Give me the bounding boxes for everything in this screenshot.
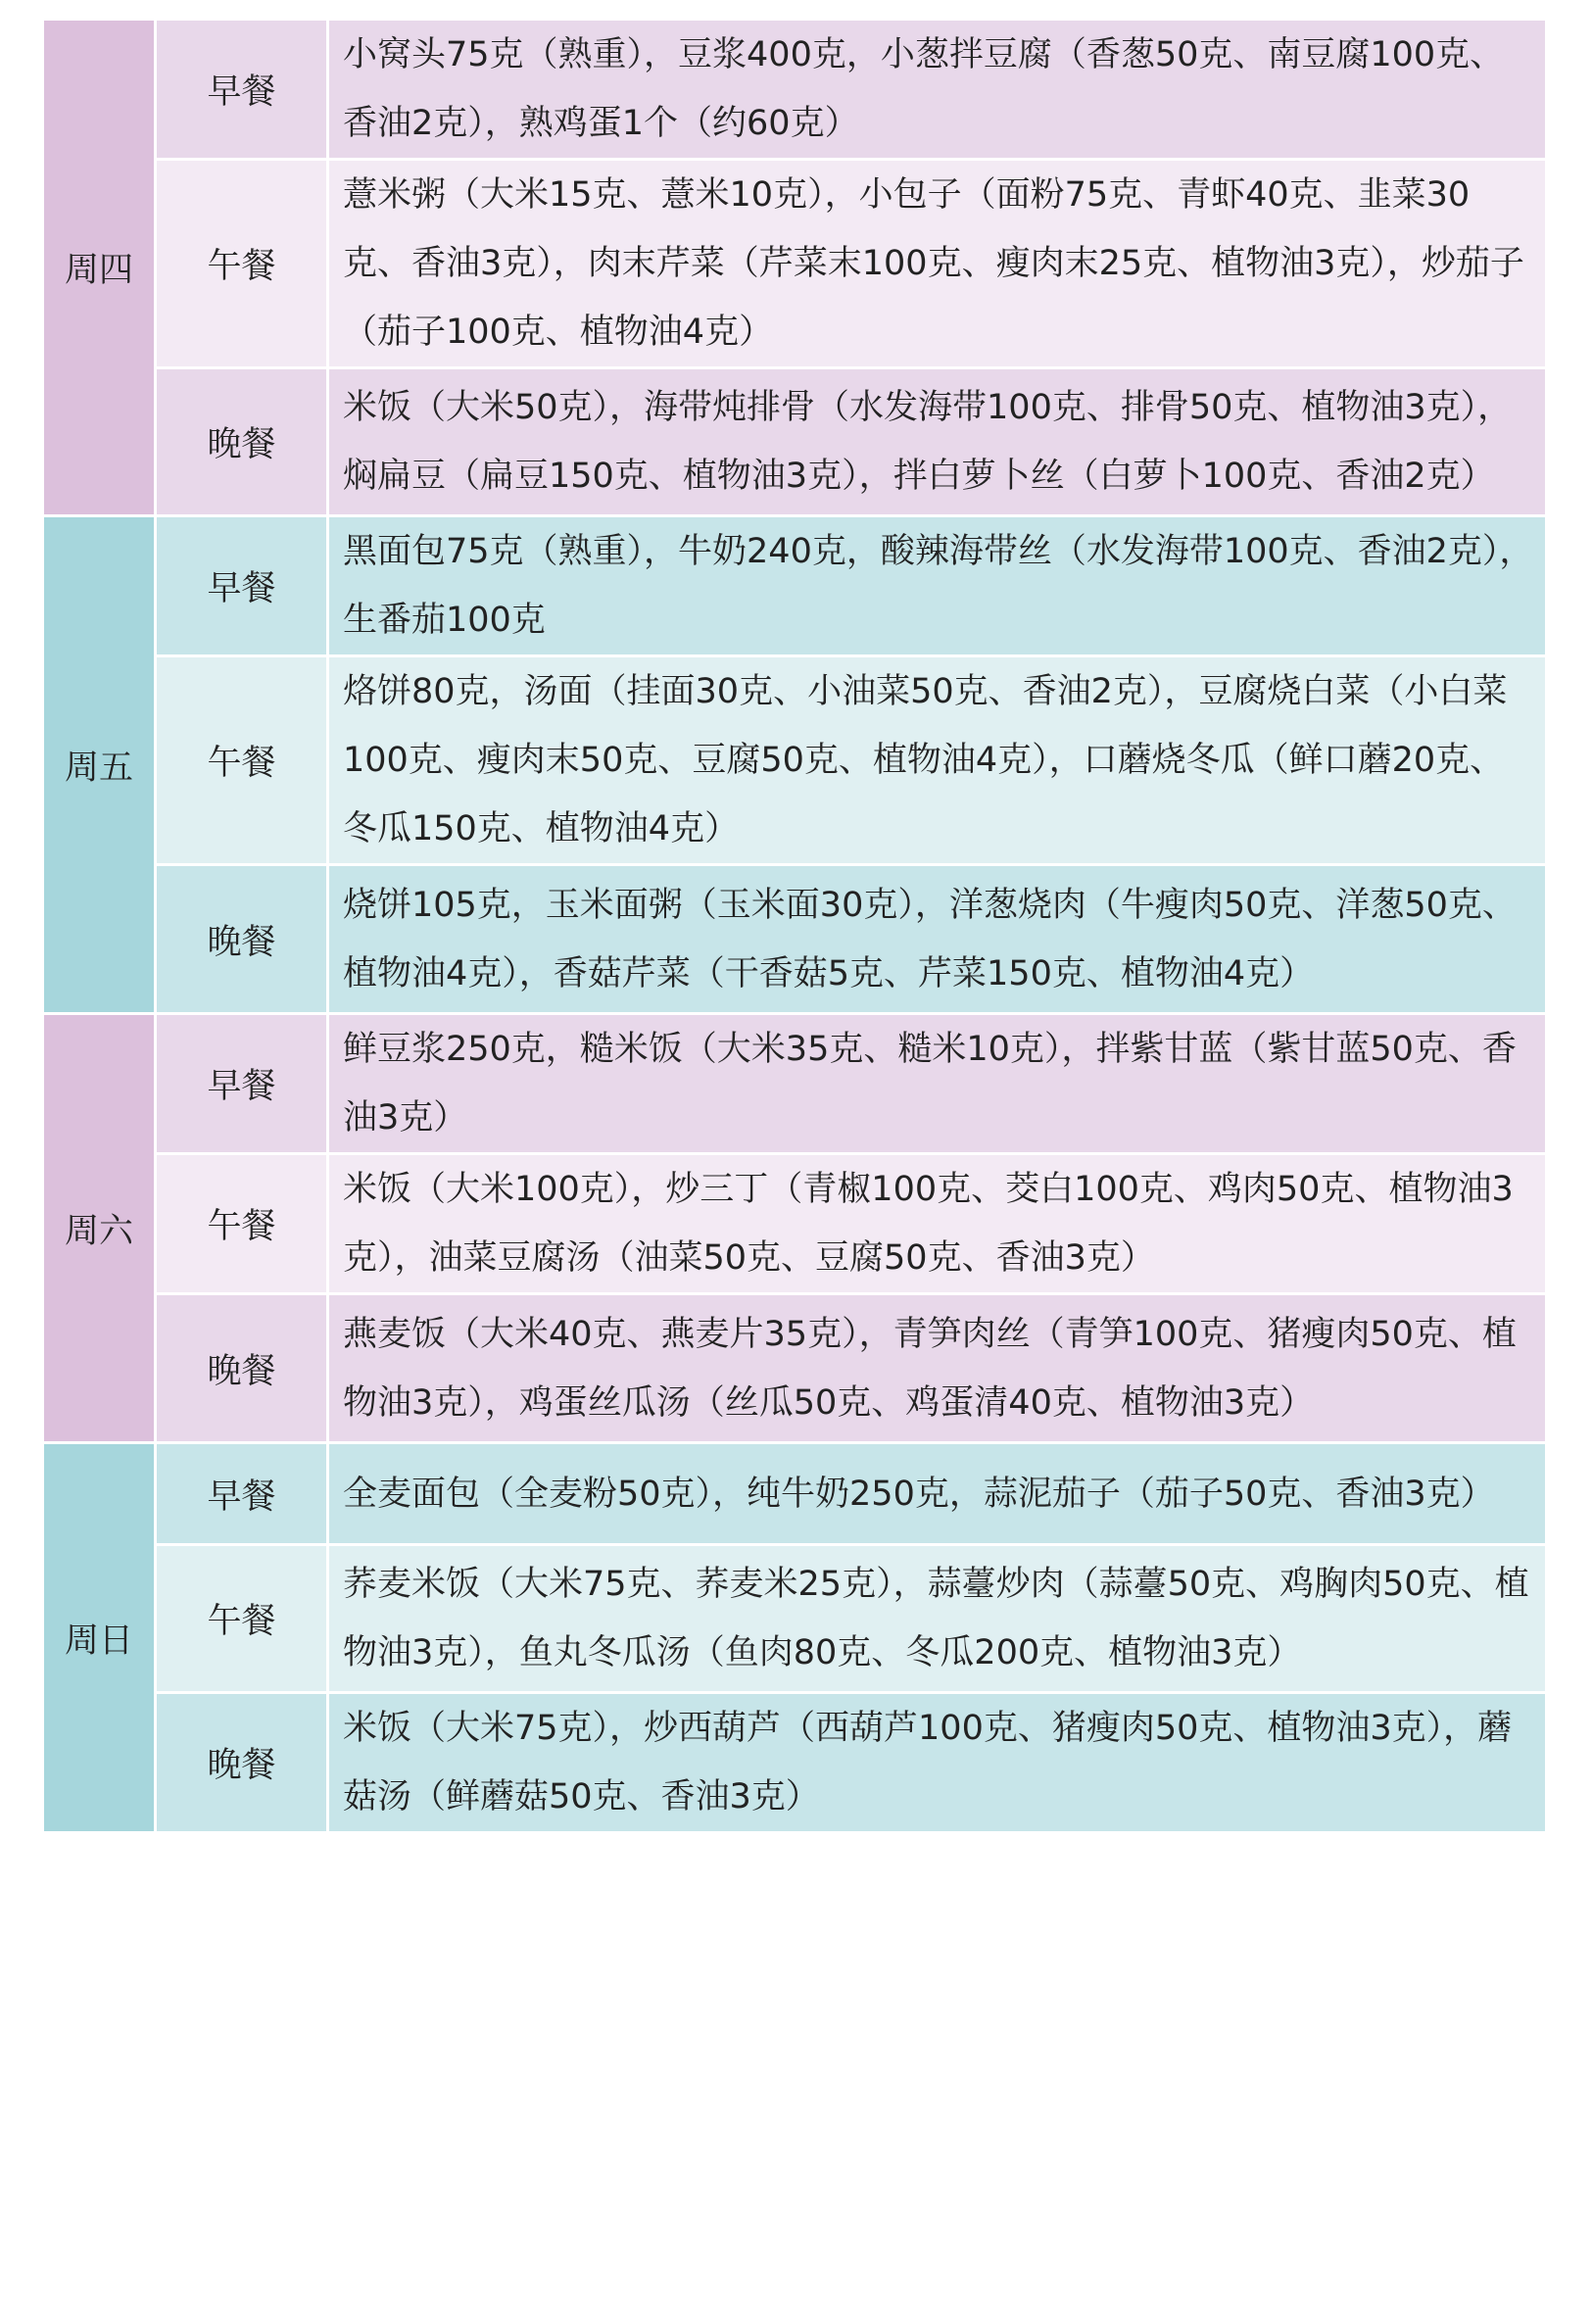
meal-row: [44, 1155, 1545, 1292]
meal-row: [44, 1295, 1545, 1441]
meal-label: 早餐: [157, 1015, 326, 1152]
meal-content: 燕麦饭（大米40克、燕麦片35克），青笋肉丝（青笋100克、猪瘦肉50克、植物油3克），鸡蛋丝瓜汤（丝瓜50克、鸡蛋清40克、植物油3克）: [329, 1295, 1545, 1441]
meal-label: 午餐: [157, 1546, 326, 1691]
meal-label: 晚餐: [157, 866, 326, 1012]
meal-row: [44, 1546, 1545, 1691]
meal-label: 晚餐: [157, 1295, 326, 1441]
meal-row: [44, 517, 1545, 654]
meal-content: 小窝头75克（熟重），豆浆400克，小葱拌豆腐（香葱50克、南豆腐100克、香油2克），熟鸡蛋1个（约60克）: [329, 21, 1545, 158]
meal-label: 午餐: [157, 1155, 326, 1292]
day-label: 周日: [44, 1444, 154, 1831]
meal-row: [44, 369, 1545, 514]
meal-label: 晚餐: [157, 1694, 326, 1831]
meal-row: [44, 161, 1545, 366]
meal-content: 黑面包75克（熟重），牛奶240克，酸辣海带丝（水发海带100克、香油2克），生番茄100克: [329, 517, 1545, 654]
meal-row: [44, 1444, 1545, 1543]
meal-content: 烧饼105克，玉米面粥（玉米面30克），洋葱烧肉（牛瘦肉50克、洋葱50克、植物油4克），香菇芹菜（干香菇5克、芹菜150克、植物油4克）: [329, 866, 1545, 1012]
meal-plan-table: [41, 18, 1548, 1834]
meal-content: 米饭（大米75克），炒西葫芦（西葫芦100克、猪瘦肉50克、植物油3克），蘑菇汤（鲜蘑菇50克、香油3克）: [329, 1694, 1545, 1831]
meal-label: 早餐: [157, 1444, 326, 1543]
meal-content: 鲜豆浆250克，糙米饭（大米35克、糙米10克），拌紫甘蓝（紫甘蓝50克、香油3克）: [329, 1015, 1545, 1152]
meal-content: 全麦面包（全麦粉50克），纯牛奶250克，蒜泥茄子（茄子50克、香油3克）: [329, 1444, 1545, 1543]
meal-content: 荞麦米饭（大米75克、荞麦米25克），蒜薹炒肉（蒜薹50克、鸡胸肉50克、植物油3克），鱼丸冬瓜汤（鱼肉80克、冬瓜200克、植物油3克）: [329, 1546, 1545, 1691]
meal-row: [44, 1694, 1545, 1831]
meal-label: 早餐: [157, 21, 326, 158]
meal-row: [44, 657, 1545, 863]
day-label: 周六: [44, 1015, 154, 1441]
meal-content: 米饭（大米50克），海带炖排骨（水发海带100克、排骨50克、植物油3克），焖扁豆（扁豆150克、植物油3克），拌白萝卜丝（白萝卜100克、香油2克）: [329, 369, 1545, 514]
meal-row: [44, 21, 1545, 158]
day-label: 周五: [44, 517, 154, 1012]
day-label: 周四: [44, 21, 154, 514]
meal-row: [44, 866, 1545, 1012]
meal-content: 薏米粥（大米15克、薏米10克），小包子（面粉75克、青虾40克、韭菜30克、香油3克），肉末芹菜（芹菜末100克、瘦肉末25克、植物油3克），炒茄子（茄子100克、植物油4克）: [329, 161, 1545, 366]
meal-row: [44, 1015, 1545, 1152]
meal-label: 早餐: [157, 517, 326, 654]
meal-label: 午餐: [157, 657, 326, 863]
meal-content: 烙饼80克，汤面（挂面30克、小油菜50克、香油2克），豆腐烧白菜（小白菜100克、瘦肉末50克、豆腐50克、植物油4克），口蘑烧冬瓜（鲜口蘑20克、冬瓜150克、植物油4克）: [329, 657, 1545, 863]
meal-content: 米饭（大米100克），炒三丁（青椒100克、茭白100克、鸡肉50克、植物油3克），油菜豆腐汤（油菜50克、豆腐50克、香油3克）: [329, 1155, 1545, 1292]
meal-plan-body: [44, 21, 1545, 1831]
meal-label: 晚餐: [157, 369, 326, 514]
meal-label: 午餐: [157, 161, 326, 366]
